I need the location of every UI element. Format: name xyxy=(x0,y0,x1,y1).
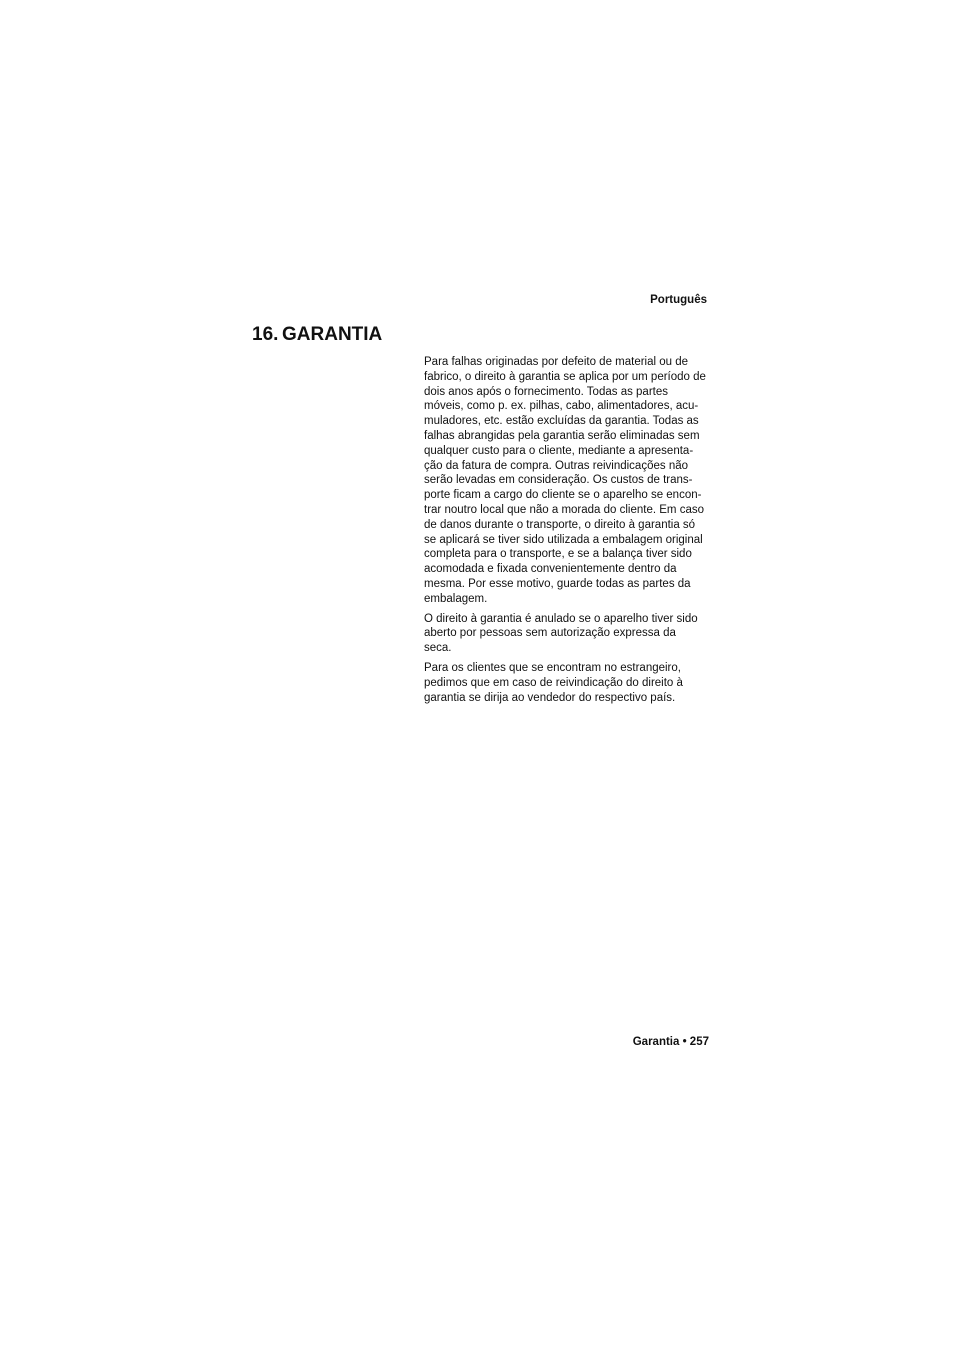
paragraph-foreign-customers: Para os clientes que se encontram no estrangeiro, pedimos que em caso de reivindicação do direito à garantia se dirija ao vendedor do respectivo país. xyxy=(424,661,683,704)
section-title: GARANTIA xyxy=(282,324,383,345)
section-heading xyxy=(252,324,382,346)
body-text xyxy=(424,355,714,710)
section-number: 16. xyxy=(252,324,279,345)
paragraph-warranty-terms: Para falhas originadas por defeito de material ou de fabrico, o direito à garantia se aplica por um período de dois anos após o fornecimento. Todas as partes móveis, como p. ex. pilhas, cabo, alimentadores, acu- muladores, etc. estão excluídas da garantia. Todas as falhas abrangidas pela garantia serão eliminadas sem qualquer custo para o cliente, mediante a apresenta- ção da fatura de compra. Outras reivindicações não serão levadas em consideração. Os custos de trans- porte ficam a cargo do cliente se o aparelho se encon- trar noutro local que não a morada do cliente. Em caso de danos durante o transporte, o direito à garantia só se aplicará se tiver sido utilizada a embalagem original completa para o transporte, e se a balança tiver sido acomodada e fixada convenientemente dentro da mesma. Por esse motivo, guarde todas as partes da embalagem. xyxy=(424,356,706,605)
language-label: Português xyxy=(650,294,707,306)
page-footer: Garantia • 257 xyxy=(632,1036,709,1048)
paragraph-warranty-void: O direito à garantia é anulado se o aparelho tiver sido aberto por pessoas sem autorização expressa da seca. xyxy=(424,612,698,655)
